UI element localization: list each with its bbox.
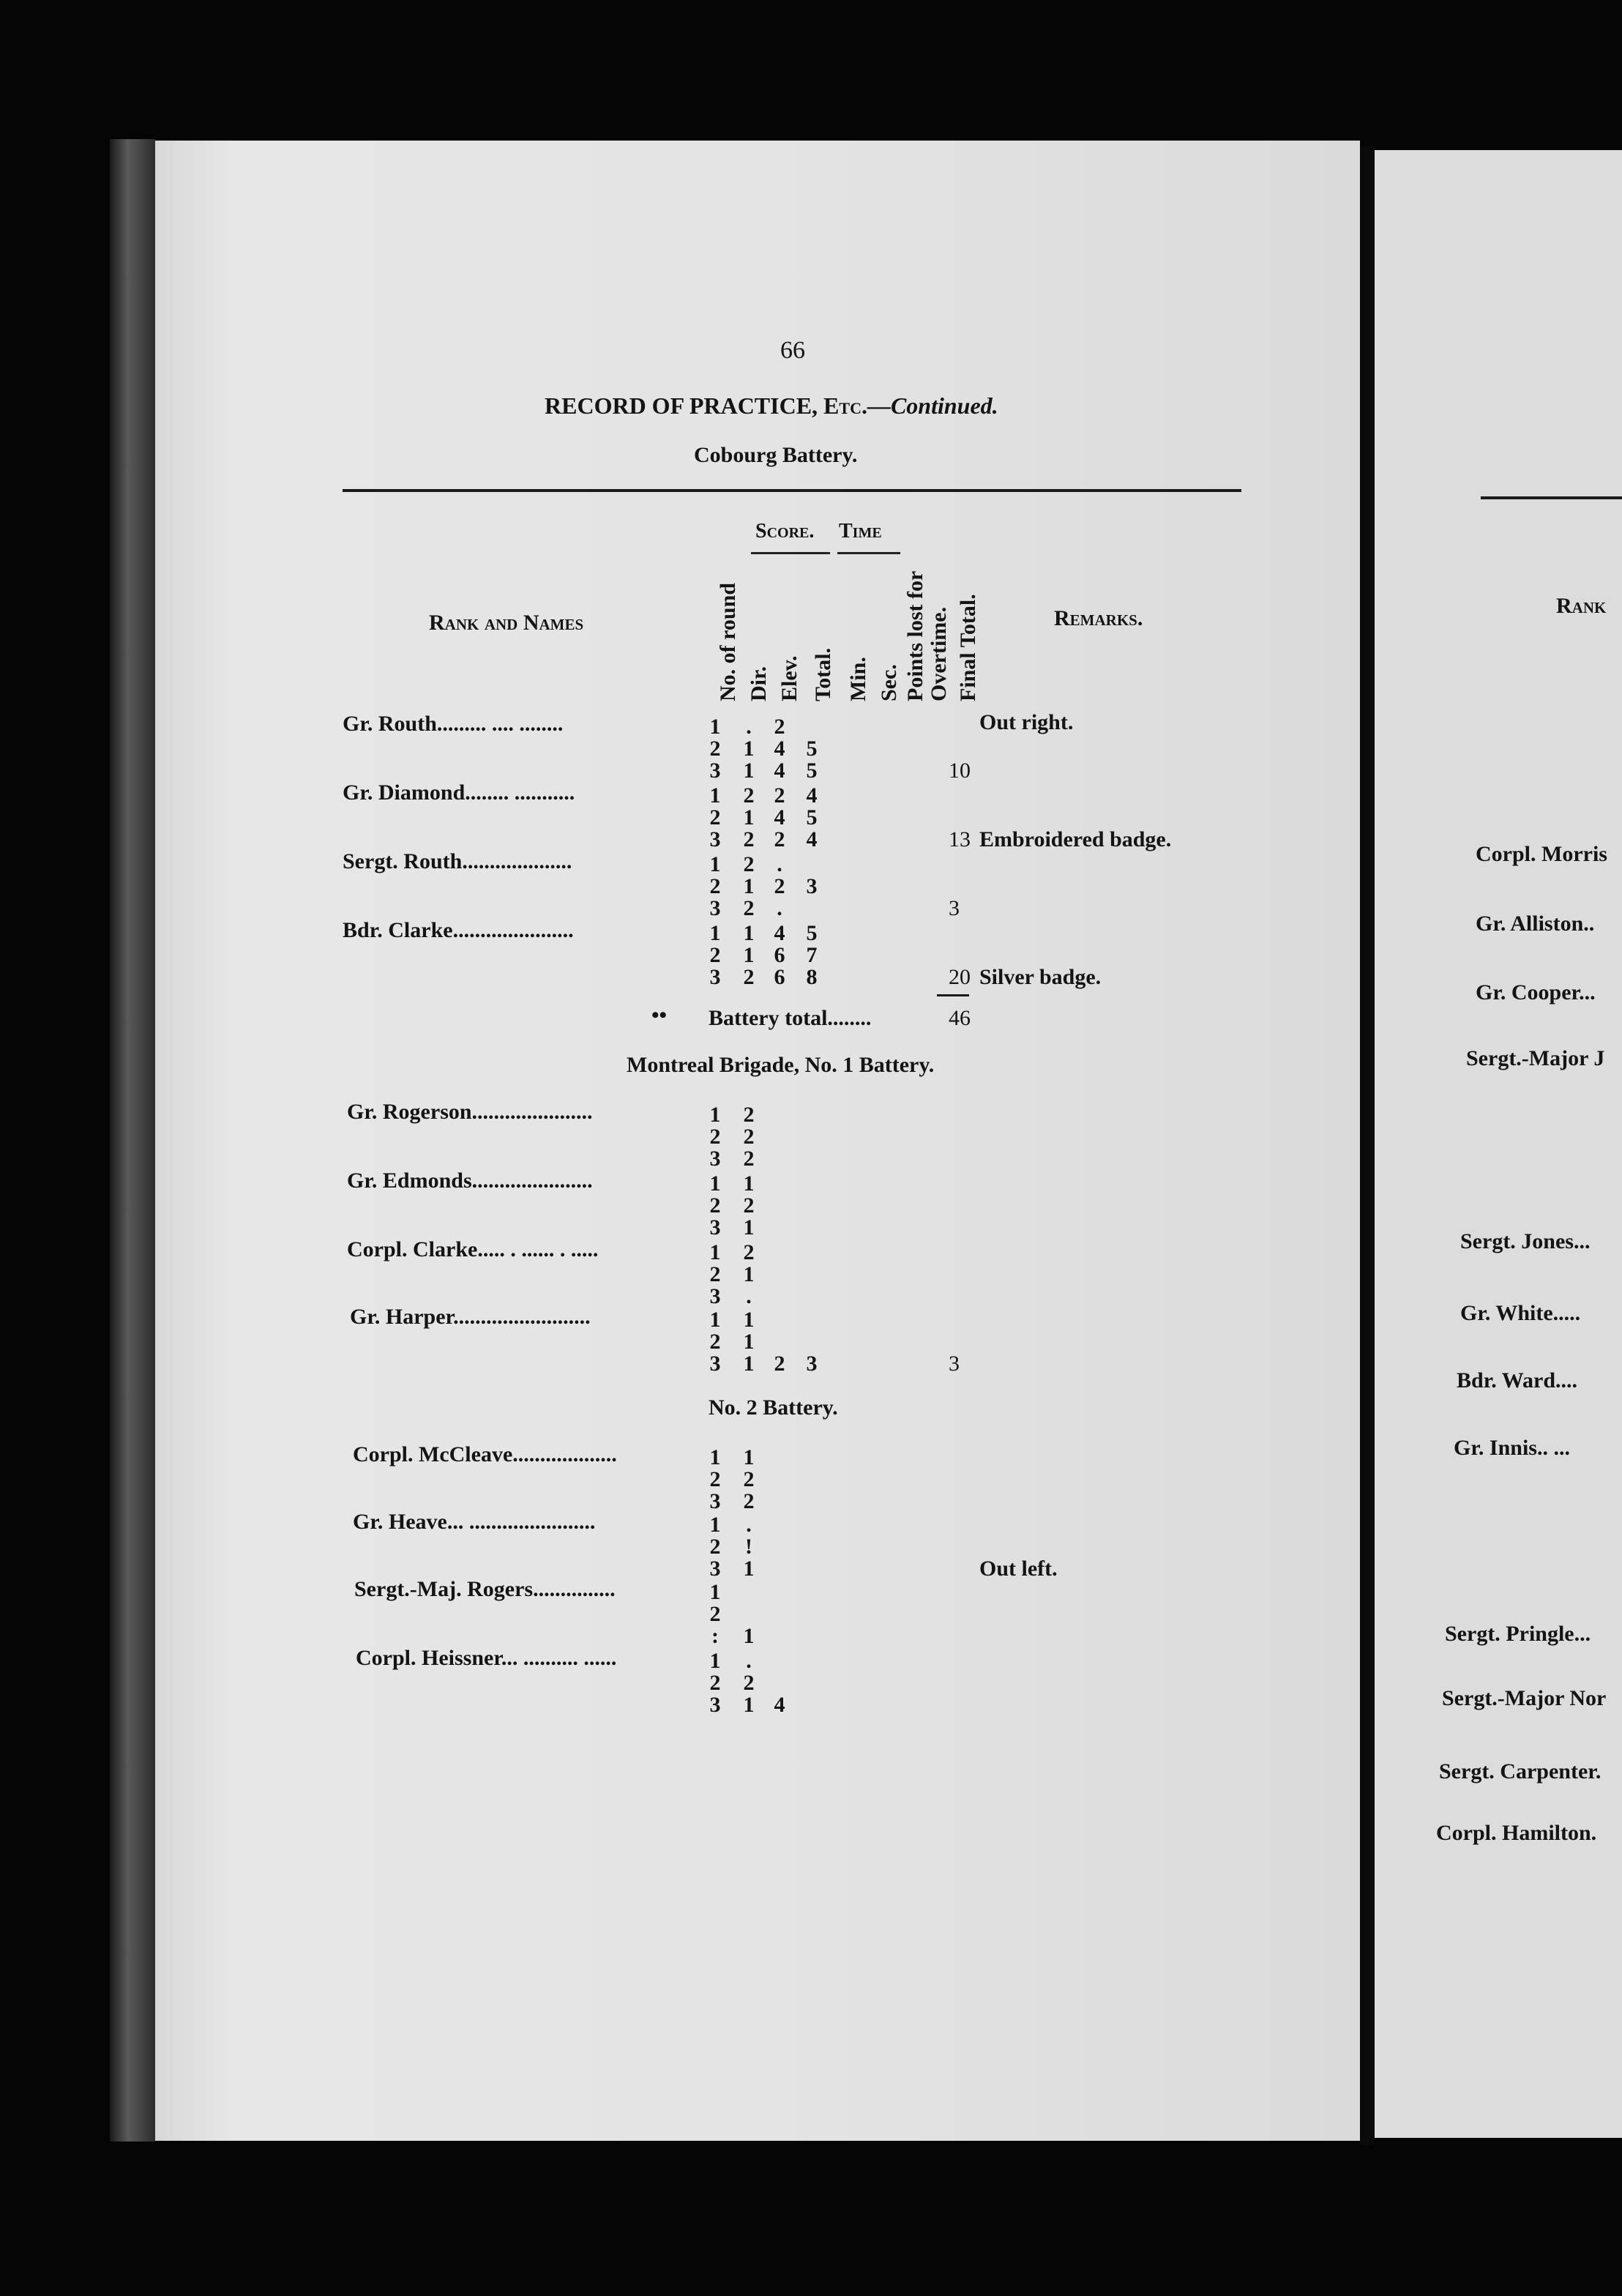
score-cell: 4 xyxy=(774,758,785,783)
score-cell: 1 xyxy=(709,1445,721,1469)
score-cell: 4 xyxy=(774,921,785,945)
right-name: Sergt.-Major Nor xyxy=(1442,1686,1607,1710)
score-cell: 3 xyxy=(709,827,721,851)
score-cell: 2 xyxy=(709,1467,721,1491)
score-cell: 1 xyxy=(743,758,755,783)
score-cell: 2 xyxy=(743,1147,755,1171)
score-brace xyxy=(751,542,830,554)
score-cell: 2 xyxy=(774,715,785,739)
score-cell: . xyxy=(746,1513,752,1537)
final-total: 13 xyxy=(949,827,971,851)
score-cell: 6 xyxy=(774,965,785,989)
col-header-final-total: Final Total. xyxy=(956,594,980,701)
score-cell: 3 xyxy=(709,1557,721,1581)
score-cell: . xyxy=(777,852,782,876)
score-cell: 3 xyxy=(709,758,721,783)
score-cell: 6 xyxy=(774,943,785,967)
col-header-round: No. of round xyxy=(716,583,740,701)
score-cell: 1 xyxy=(709,852,721,876)
right-name: Sergt.-Major J xyxy=(1466,1046,1605,1070)
score-cell: 1 xyxy=(709,1308,721,1332)
score-cell: 3 xyxy=(806,1352,818,1376)
score-cell: 1 xyxy=(709,1649,721,1673)
score-cell: 3 xyxy=(709,1147,721,1171)
battery-total-value: 46 xyxy=(949,1006,971,1030)
final-total: 10 xyxy=(949,758,971,783)
score-cell: 2 xyxy=(774,1352,785,1376)
score-cell: 2 xyxy=(709,1262,721,1286)
section-heading: Cobourg Battery. xyxy=(694,443,858,467)
score-cell: 1 xyxy=(743,1445,755,1469)
score-cell: 1 xyxy=(743,943,755,967)
entry-name: Bdr. Clarke...................... xyxy=(343,918,574,942)
score-cell: 2 xyxy=(709,1125,721,1149)
header-rule xyxy=(343,489,1241,492)
col-header-dir: Dir. xyxy=(747,666,771,701)
score-cell: 1 xyxy=(743,1624,755,1648)
time-brace xyxy=(837,542,900,554)
score-cell: 1 xyxy=(743,1171,755,1196)
col-header-total: Total. xyxy=(811,647,835,701)
score-cell: 1 xyxy=(743,1352,755,1376)
score-cell: 2 xyxy=(709,943,721,967)
right-name: Sergt. Carpenter. xyxy=(1439,1759,1602,1783)
remark-text: Silver badge. xyxy=(979,965,1102,989)
score-cell: 2 xyxy=(709,1671,721,1695)
final-total: 3 xyxy=(949,896,960,920)
score-cell: 5 xyxy=(806,805,818,830)
col-header-overtime: Overtime. xyxy=(927,606,951,701)
score-cell: ! xyxy=(745,1535,752,1559)
score-cell: 2 xyxy=(709,1330,721,1354)
entry-name: Gr. Diamond........ ........... xyxy=(343,780,575,805)
right-name: Sergt. Jones... xyxy=(1460,1229,1591,1253)
entry-name: Gr. Edmonds...................... xyxy=(347,1168,593,1193)
score-cell: 4 xyxy=(806,827,818,851)
score-cell: 2 xyxy=(743,896,755,920)
entry-name: Gr. Heave... ....................... xyxy=(353,1510,596,1534)
score-cell: 2 xyxy=(709,1602,721,1626)
right-name: Corpl. Hamilton. xyxy=(1436,1821,1597,1845)
score-cell: 3 xyxy=(709,1352,721,1376)
score-cell: 2 xyxy=(709,737,721,761)
entry-name: Corpl. Heissner... .......... ...... xyxy=(356,1646,617,1670)
remark-text: Out right. xyxy=(979,710,1074,734)
score-cell: 5 xyxy=(806,737,818,761)
score-cell: 2 xyxy=(743,1489,755,1513)
score-cell: 1 xyxy=(709,1240,721,1264)
score-cell: . xyxy=(746,715,752,739)
right-name: Bdr. Ward.... xyxy=(1457,1368,1578,1393)
score-cell: 2 xyxy=(743,965,755,989)
score-cell: 3 xyxy=(709,1489,721,1513)
right-name: Gr. Innis.. ... xyxy=(1454,1436,1570,1460)
score-cell: 2 xyxy=(743,783,755,808)
right-name: Gr. Cooper... xyxy=(1476,980,1596,1004)
score-cell: 3 xyxy=(709,1693,721,1717)
right-name: Sergt. Pringle... xyxy=(1445,1622,1591,1646)
score-cell: 1 xyxy=(743,805,755,830)
score-cell: 5 xyxy=(806,921,818,945)
score-cell: 1 xyxy=(743,874,755,898)
entry-name: Gr. Rogerson...................... xyxy=(347,1100,593,1124)
right-name: Corpl. Morris xyxy=(1476,842,1607,866)
score-cell: 1 xyxy=(743,737,755,761)
score-cell: : xyxy=(711,1624,719,1648)
right-rule xyxy=(1481,496,1622,499)
score-cell: 1 xyxy=(743,1693,755,1717)
montreal-heading: Montreal Brigade, No. 1 Battery. xyxy=(627,1053,935,1077)
score-cell: 3 xyxy=(709,896,721,920)
score-cell: 1 xyxy=(709,1171,721,1196)
score-cell: 2 xyxy=(774,874,785,898)
time-header: Time xyxy=(839,520,882,543)
book-binding xyxy=(110,139,155,2142)
score-cell: 2 xyxy=(743,1125,755,1149)
score-cell: 8 xyxy=(806,965,818,989)
score-cell: 1 xyxy=(743,1308,755,1332)
score-cell: 1 xyxy=(709,1580,721,1604)
score-cell: . xyxy=(746,1649,752,1673)
no2-heading: No. 2 Battery. xyxy=(709,1395,838,1420)
score-cell: 1 xyxy=(743,1215,755,1240)
score-cell: 2 xyxy=(709,805,721,830)
entry-name: Sergt.-Maj. Rogers............... xyxy=(354,1577,616,1601)
score-cell: 4 xyxy=(806,783,818,808)
remark-text: Out left. xyxy=(979,1557,1058,1581)
score-cell: 2 xyxy=(743,827,755,851)
score-cell: 2 xyxy=(774,827,785,851)
entry-name: Corpl. Clarke..... . ...... . ..... xyxy=(347,1237,599,1261)
score-cell: 1 xyxy=(709,1513,721,1537)
remark-text: Embroidered badge. xyxy=(979,827,1172,851)
score-cell: 1 xyxy=(709,715,721,739)
entry-name: Gr. Routh......... .... ........ xyxy=(343,712,564,736)
entry-name: Sergt. Routh.................... xyxy=(343,849,572,873)
remarks-header: Remarks. xyxy=(1054,606,1143,630)
total-underline xyxy=(937,994,969,996)
score-cell: 2 xyxy=(743,1240,755,1264)
title-etc: Etc. xyxy=(823,392,867,419)
score-cell: 3 xyxy=(709,1284,721,1308)
score-cell: 1 xyxy=(709,1103,721,1127)
score-cell: 1 xyxy=(709,783,721,808)
score-cell: 3 xyxy=(709,1215,721,1240)
score-cell: 2 xyxy=(743,1671,755,1695)
score-cell: 2 xyxy=(709,1193,721,1218)
total-bullet: •• xyxy=(651,1003,668,1027)
final-total: 20 xyxy=(949,965,971,989)
score-cell: 4 xyxy=(774,737,785,761)
score-cell: 1 xyxy=(743,1557,755,1581)
score-cell: 2 xyxy=(709,874,721,898)
col-header-points-lost: Points lost for xyxy=(903,570,927,701)
score-cell: 2 xyxy=(774,783,785,808)
page-title xyxy=(545,394,998,417)
score-cell: 2 xyxy=(743,1103,755,1127)
score-cell: 1 xyxy=(709,921,721,945)
score-cell: 1 xyxy=(743,1262,755,1286)
page-number: 66 xyxy=(780,337,805,364)
entry-name: Gr. Harper......................... xyxy=(350,1305,591,1329)
score-header: Score. xyxy=(755,520,815,543)
col-header-min: Min. xyxy=(846,657,870,701)
score-cell: 4 xyxy=(774,805,785,830)
score-cell: 3 xyxy=(806,874,818,898)
score-cell: . xyxy=(746,1284,752,1308)
page-gutter xyxy=(1360,146,1375,2145)
score-cell: 2 xyxy=(743,1467,755,1491)
score-cell: 7 xyxy=(806,943,818,967)
score-cell: 3 xyxy=(709,965,721,989)
score-cell: 5 xyxy=(806,758,818,783)
score-cell: 2 xyxy=(743,1193,755,1218)
battery-total-label: Battery total........ xyxy=(709,1006,872,1030)
score-cell: . xyxy=(777,896,782,920)
score-cell: 2 xyxy=(743,852,755,876)
col-header-sec: Sec. xyxy=(877,664,901,701)
col-header-elev: Elev. xyxy=(777,655,801,701)
final-total: 3 xyxy=(949,1352,960,1376)
score-cell: 1 xyxy=(743,921,755,945)
right-page xyxy=(1375,150,1622,2138)
right-name: Gr. Alliston.. xyxy=(1476,912,1595,936)
title-continued: —Continued. xyxy=(867,392,998,419)
score-cell: 4 xyxy=(774,1693,785,1717)
right-rank-header: Rank xyxy=(1556,594,1607,618)
right-name: Gr. White..... xyxy=(1460,1301,1581,1325)
rank-names-header: Rank and Names xyxy=(429,611,584,635)
score-cell: 2 xyxy=(709,1535,721,1559)
entry-name: Corpl. McCleave................... xyxy=(353,1442,617,1466)
title-main: RECORD OF PRACTICE, xyxy=(545,392,824,419)
score-cell: 1 xyxy=(743,1330,755,1354)
